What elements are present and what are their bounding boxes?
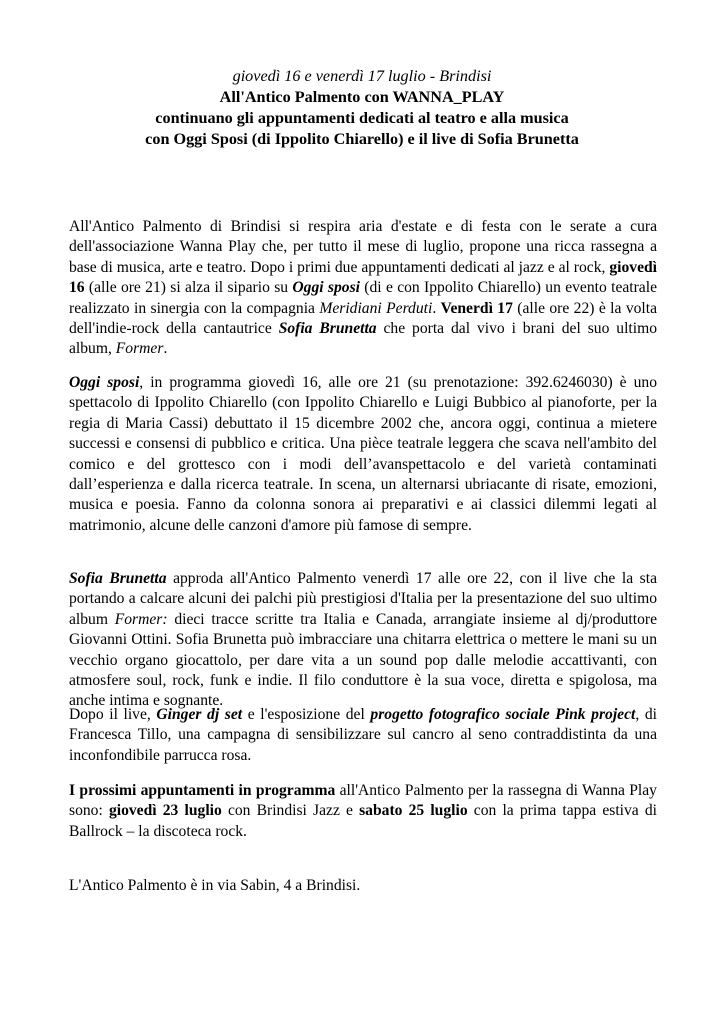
upcoming-events-paragraph	[69, 781, 657, 842]
text-run: all'Antico Palmento per la rassegna di Wanna Play sono:	[69, 782, 657, 820]
text-run: , di Francesca Tillo, una campagna di sensibilizzare sul cancro al seno contraddistinta da una inconfondibile parrucca rosa.	[69, 706, 657, 764]
text-run: Dopo il live,	[69, 706, 157, 723]
text-run: (alle ore 22) è la volta dell'indie-rock della cantautrice	[69, 299, 658, 338]
date-highlight: giovedì 23 luglio	[108, 802, 222, 820]
date-highlight: sabato 25 luglio	[359, 802, 468, 820]
date-highlight: Venerdì 17	[440, 299, 513, 317]
text-run: che porta dal vivo i brani del suo ultimo album,	[69, 320, 657, 358]
artist-name: Sofia Brunetta	[69, 570, 167, 587]
text-run: All'Antico Palmento di Brindisi si respira aria d'estate e di festa con le serate a cura dell'associazione Wanna Play che, per tutto il mese di luglio, propone una ricca rassegna a base di musica, arte e teatro. Dopo i primi due appuntamenti dedicati al jazz e al rock,	[69, 218, 657, 276]
text-run: (di e con Ippolito Chiarello) un evento teatrale realizzato in sinergia con la compagnia	[69, 279, 657, 317]
album-title: Former:	[114, 610, 168, 628]
album-title: Former	[115, 340, 164, 358]
text-run: con la prima tappa estiva di Ballrock – la discoteca rock.	[69, 802, 657, 840]
venue-address-paragraph	[69, 876, 657, 896]
text-run: e l'esposizione del	[242, 706, 371, 723]
text-run: , in programma giovedì 16, alle ore 21 (su prenotazione: 392.6246030) è uno spettacolo di Ippolito Chiarello (con Ippolito Chiarello e Luigi Bubbico al pianoforte, per la regia di Maria Cassi) debuttato il 15 dicembre 2002 che, ancora oggi, continua a mietere successi e consensi di pubblico e critica. Una pièce teatrale leggera che scava nell'ambito del comico e del grottesco con i modi dell’avanspettacolo e del varietà contaminati dall’esperienza e dalla ricerca teatrale. In scena, un alternarsi ubriacante di risate, emozioni, musica e poesia. Fanno da colonna sonora ai preparativi e ai classici dilemmi legati al matrimonio, alcune delle canzoni d'amore più famose di sempre.	[69, 374, 657, 534]
text-run: .	[163, 340, 168, 358]
text-run: dieci tracce scritte tra Italia e Canada, arrangiate insieme al dj/produttore Giovanni Ottini. Sofia Brunetta può imbracciare una chitarra elettrica o mettere le mani su un vecchio organo giocattolo, per dare vita a un sound pop dalle melodie accattivanti, con atmosfere soul, rock, funk e indie. Il filo conduttore è la sua voce, diretta e spigolosa, ma anche intima e sognante.	[69, 610, 657, 710]
headline-line-1: All'Antico Palmento con WANNA_PLAY	[219, 88, 505, 106]
dateline: giovedì 16 e venerdì 17 luglio - Brindisi	[232, 67, 492, 85]
date-highlight: giovedì 16	[69, 258, 657, 297]
dj-set-name: Ginger dj set	[156, 706, 243, 723]
sofia-brunetta-paragraph	[69, 569, 657, 712]
show-title: Oggi sposi	[69, 374, 140, 391]
text-run: con Brindisi Jazz e	[221, 802, 360, 820]
headline-line-2: continuano gli appuntamenti dedicati al teatro e alla musica	[155, 109, 569, 127]
intro-paragraph	[69, 217, 657, 360]
photo-project-name: progetto fotografico sociale Pink project	[370, 706, 636, 723]
after-live-paragraph	[69, 705, 657, 766]
text-run: .	[432, 299, 441, 317]
oggi-sposi-paragraph	[69, 373, 657, 536]
company-name: Meridiani Perduti	[319, 299, 433, 317]
text-run: approda all'Antico Palmento venerdì 17 alle ore 22, con il live che la sta portando a calcare alcuni dei palchi più prestigiosi d'Italia per la presentazione del suo ultimo album	[69, 570, 657, 628]
artist-name: Sofia Brunetta	[278, 320, 377, 338]
press-release-header	[40, 66, 684, 150]
upcoming-heading: I prossimi appuntamenti in programma	[69, 782, 336, 799]
text-run: L'Antico Palmento è in via Sabin, 4 a Brindisi.	[69, 877, 361, 894]
headline-line-3: con Oggi Sposi (di Ippolito Chiarello) e il live di Sofia Brunetta	[145, 130, 579, 148]
text-run: (alle ore 21) si alza il sipario su	[84, 279, 293, 297]
show-title: Oggi sposi	[292, 279, 360, 297]
